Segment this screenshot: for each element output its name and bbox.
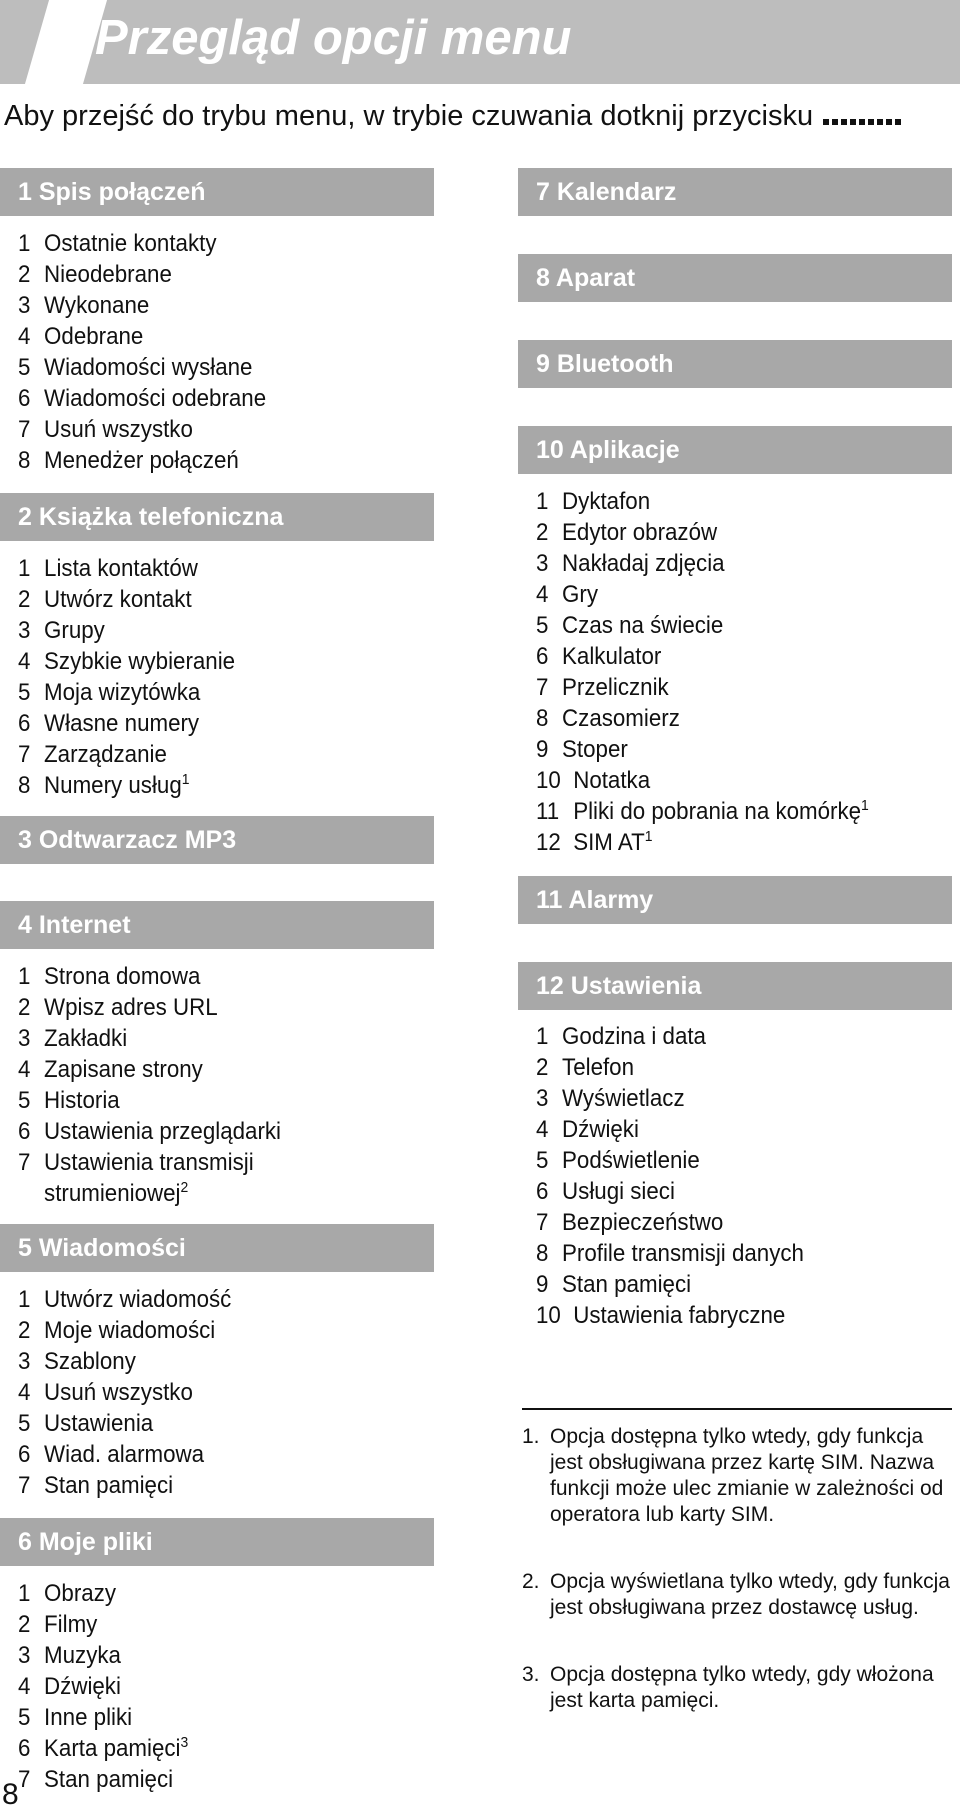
list-item: 7 Stan pamięci: [18, 1766, 174, 1793]
list-item: 3 Wykonane: [18, 292, 150, 319]
list-item: 2 Wpisz adres URL: [18, 994, 218, 1021]
section-header-calendar: 7 Kalendarz: [518, 168, 952, 216]
list-item: 6 Ustawienia przeglądarki: [18, 1118, 282, 1145]
section-header-camera: 8 Aparat: [518, 254, 952, 302]
list-item: 6 Własne numery: [18, 710, 200, 737]
list-item: 10 Ustawienia fabryczne: [536, 1302, 786, 1329]
list-item: 3 Wyświetlacz: [536, 1085, 685, 1112]
list-item: 10 Notatka: [536, 767, 651, 794]
list-item: 7 Ustawienia transmisji: [18, 1149, 254, 1176]
list-item: 5 Inne pliki: [18, 1704, 133, 1731]
list-item: 11 Pliki do pobrania na komórkę$^1$: [536, 797, 869, 825]
list-item: 3 Muzyka: [18, 1642, 121, 1669]
section-header-phonebook: 2 Książka telefoniczna: [0, 493, 434, 541]
list-item: 3 Nakładaj zdjęcia: [536, 550, 725, 577]
list-item: 5 Podświetlenie: [536, 1147, 700, 1174]
list-item: 1 Utwórz wiadomość: [18, 1286, 232, 1313]
list-item: 7 Usuń wszystko: [18, 416, 193, 443]
list-item: 8 Profile transmisji danych: [536, 1240, 804, 1267]
list-item: 6 Wiad. alarmowa: [18, 1441, 205, 1468]
section-header-settings: 12 Ustawienia: [518, 962, 952, 1010]
list-item: 6 Wiadomości odebrane: [18, 385, 267, 412]
list-item: 1 Lista kontaktów: [18, 555, 198, 582]
list-item: 5 Historia: [18, 1087, 120, 1114]
list-item: 4 Gry: [536, 581, 599, 608]
list-item: 1 Obrazy: [18, 1580, 116, 1607]
footnote-3: 3. Opcja dostępna tylko wtedy, gdy włożona jest karta pamięci.: [522, 1663, 934, 1712]
footnote-divider: [522, 1408, 952, 1410]
menu-grid-icon: [823, 103, 850, 130]
list-item: 8 Czasomierz: [536, 705, 680, 732]
section-header-messages: 5 Wiadomości: [0, 1224, 434, 1272]
list-item: 2 Utwórz kontakt: [18, 586, 192, 613]
list-item: 3 Szablony: [18, 1348, 136, 1375]
list-item: 2 Moje wiadomości: [18, 1317, 216, 1344]
list-item: 4 Odebrane: [18, 323, 144, 350]
list-item: 4 Zapisane strony: [18, 1056, 203, 1083]
list-item: 2 Telefon: [536, 1054, 635, 1081]
list-item: 9 Stoper: [536, 736, 628, 763]
page-title: Przegląd opcji menu: [95, 11, 572, 65]
list-item: 5 Czas na świecie: [536, 612, 724, 639]
list-item: 7 Stan pamięci: [18, 1472, 174, 1499]
list-item: 7 Zarządzanie: [18, 741, 167, 768]
footnote-mark: 1: [861, 797, 869, 814]
section-header-alarms: 11 Alarmy: [518, 876, 952, 924]
list-item: 9 Stan pamięci: [536, 1271, 692, 1298]
list-item: 12 SIM $AT^1$: [536, 828, 653, 856]
list-item: 5 Wiadomości wysłane: [18, 354, 253, 381]
list-item: 4 Usuń wszystko: [18, 1379, 193, 1406]
section-header-internet: 4 Internet: [0, 901, 434, 949]
list-item: 7 Przelicznik: [536, 674, 669, 701]
list-item: 4 Dźwięki: [18, 1673, 121, 1700]
intro-text: Aby przejść do trybu menu, w trybie czuwania dotknij przycisku .: [4, 100, 866, 133]
section-header-my-files: 6 Moje pliki: [0, 1518, 434, 1566]
list-item: 6 Kalkulator: [536, 643, 662, 670]
list-item: 1 Strona domowa: [18, 963, 201, 990]
list-item: 2 Nieodebrane: [18, 261, 172, 288]
list-item-continuation: strumieniowej$^2$: [44, 1179, 189, 1207]
list-item: 4 Dźwięki: [536, 1116, 639, 1143]
footnote-1: 1. Opcja dostępna tylko wtedy, gdy funkcja jest obsługiwana przez kartę SIM. Nazwa funkcji może ulec zmianie w zależności od operatora lub karty SIM.: [522, 1425, 944, 1526]
list-item: 5 Moja wizytówka: [18, 679, 201, 706]
list-item: 2 Edytor obrazów: [536, 519, 718, 546]
section-header-applications: 10 Aplikacje: [518, 426, 952, 474]
list-item: 5 Ustawienia: [18, 1410, 154, 1437]
list-item: 3 Zakładki: [18, 1025, 128, 1052]
footnote-mark: 3: [180, 1734, 189, 1751]
footnote-mark: 2: [180, 1179, 189, 1196]
list-item: 8 Menedżer połączeń: [18, 447, 239, 474]
footnote-2: 2. Opcja wyświetlana tylko wtedy, gdy funkcja jest obsługiwana przez dostawcę usług.: [522, 1570, 950, 1619]
list-item: 1 Dyktafon: [536, 488, 651, 515]
list-item: 8 Numery usług$^1$: [18, 771, 190, 799]
list-item: 2 Filmy: [18, 1611, 98, 1638]
section-header-mp3-player: 3 Odtwarzacz MP3: [0, 816, 434, 864]
list-item: 6 Karta pamięci$^3$: [18, 1734, 189, 1762]
list-item: 1 Ostatnie kontakty: [18, 230, 217, 257]
section-header-call-log: 1 Spis połączeń: [0, 168, 434, 216]
list-item: 3 Grupy: [18, 617, 105, 644]
list-item: 7 Bezpieczeństwo: [536, 1209, 724, 1236]
list-item: 4 Szybkie wybieranie: [18, 648, 236, 675]
title-bar: [0, 0, 960, 84]
page-number: 8: [2, 1778, 19, 1811]
list-item: 1 Godzina i data: [536, 1023, 706, 1050]
footnote-mark: 1: [181, 771, 190, 788]
footnote-mark: 1: [644, 828, 653, 845]
list-item: 6 Usługi sieci: [536, 1178, 675, 1205]
section-header-bluetooth: 9 Bluetooth: [518, 340, 952, 388]
